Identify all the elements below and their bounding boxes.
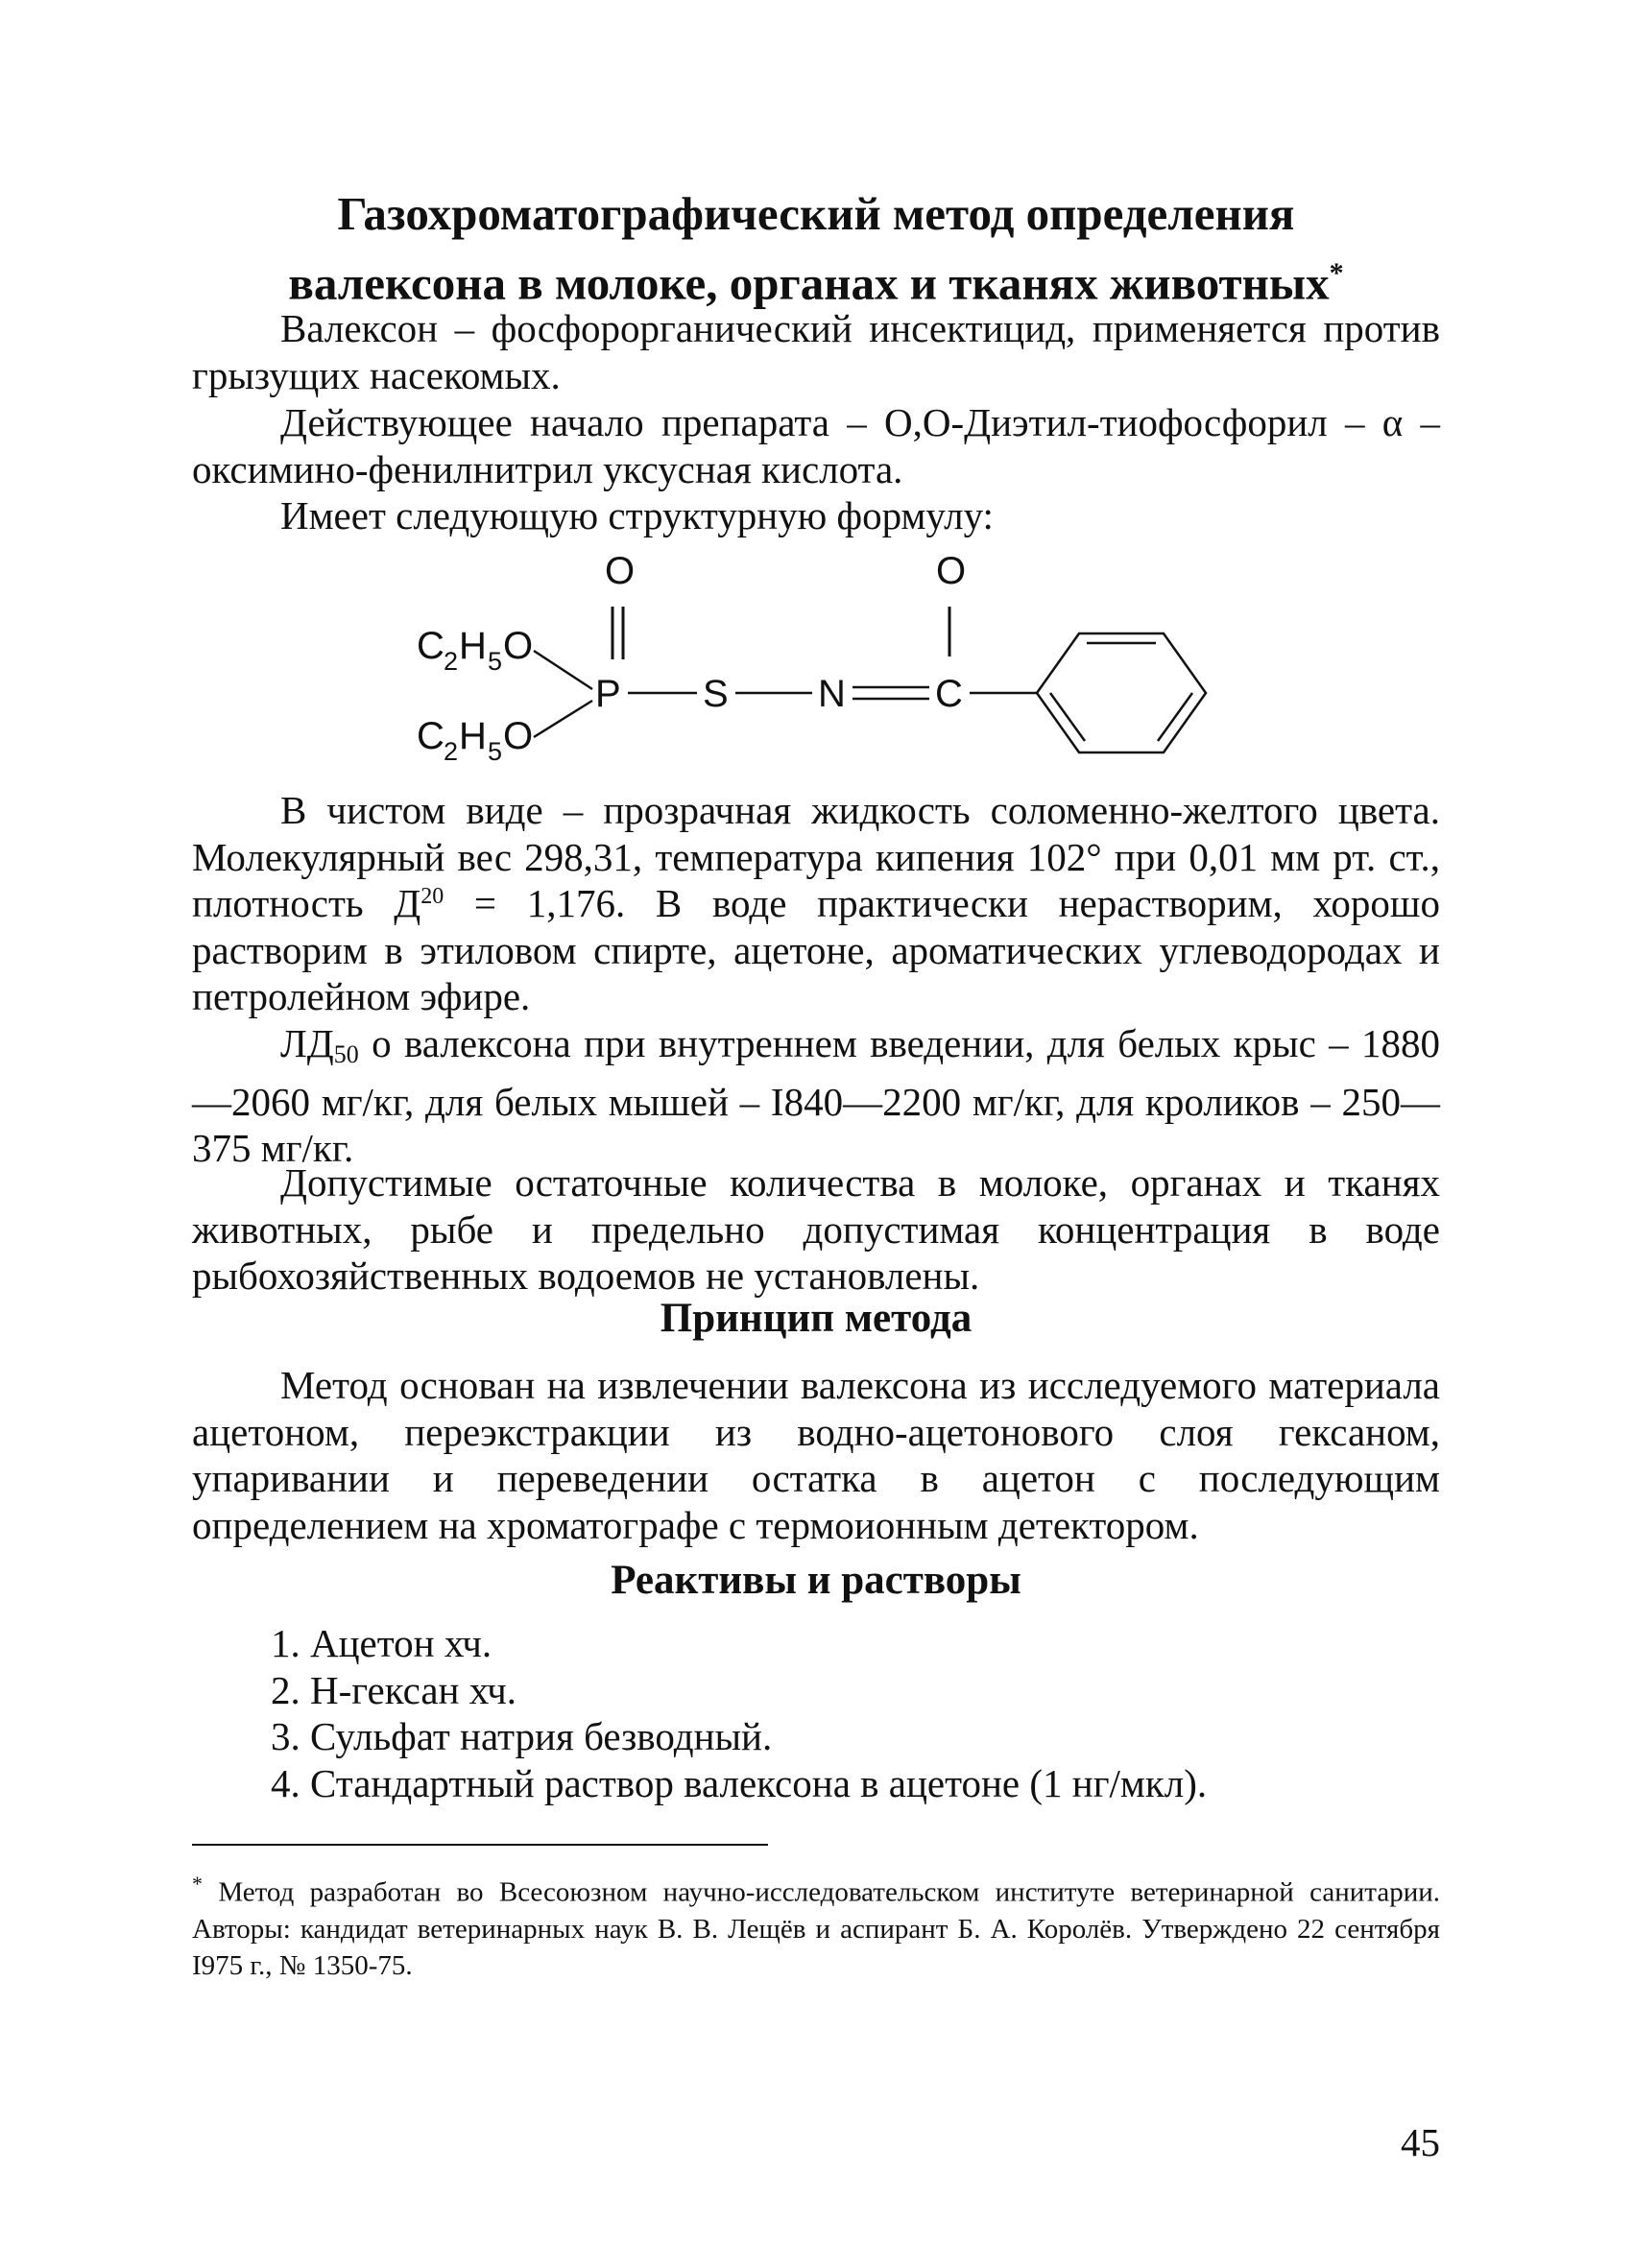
ethoxy-2-h: H bbox=[459, 715, 487, 757]
ld-prefix: ЛД bbox=[280, 1021, 334, 1065]
reagents-list bbox=[271, 1620, 1423, 1806]
ld-subscript: 50 bbox=[333, 1040, 359, 1068]
benzene-ring bbox=[1037, 633, 1206, 752]
ethoxy-1-c-count: 2 bbox=[444, 647, 459, 676]
ld-rest: о валексона при внутреннем введении, для белых крыс – 1880—2060 мг/кг, для белых мышей – I840—2200 мг/кг, для кроликов – 250—375 мг/кг. bbox=[192, 1021, 1440, 1170]
ethoxy-2-c-count: 2 bbox=[444, 737, 459, 766]
footnote bbox=[192, 1866, 1440, 1984]
formula-oxygen-p: O bbox=[605, 550, 636, 592]
ethoxy-1-o: O bbox=[503, 625, 534, 667]
intro-paragraph-1: Валексон – фосфорорганический инсектицид, применяется против грызущих насекомых. bbox=[192, 306, 1440, 397]
footnote-divider bbox=[192, 1844, 768, 1846]
o-p-bond-lower bbox=[534, 701, 592, 737]
ethoxy-1-h: H bbox=[459, 625, 487, 667]
properties-paragraph-3: Допустимые остаточные количества в молоке, органах и тканях животных, рыбе и предельно допустимая концентрация в воде рыбохозяйственных водоемов не установлены. bbox=[192, 1160, 1440, 1298]
benzene-hexagon bbox=[1037, 633, 1206, 752]
reagents-heading: Реактивы и растворы bbox=[611, 1558, 1021, 1603]
properties-paragraph-1 bbox=[192, 787, 1440, 1020]
page-title bbox=[192, 184, 1440, 313]
list-item: 1. Ацетон хч. bbox=[271, 1621, 492, 1665]
ethoxy-1-c: C bbox=[417, 625, 444, 667]
properties-p1-part2: = 1,176. В воде практически нерастворим, хорошо растворим в этиловом спирте, ацетоне, ароматических углеводородах и петролейном эфире. bbox=[192, 881, 1440, 1018]
structural-formula bbox=[403, 539, 1248, 770]
formula-phosphorus: P bbox=[595, 673, 621, 715]
benzene-inner-bond-2 bbox=[1158, 693, 1192, 741]
list-item: 4. Стандартный раствор валексона в ацетоне (1 нг/мкл). bbox=[271, 1760, 1208, 1805]
benzene-inner-bond-3 bbox=[1050, 693, 1085, 741]
principle-heading: Принцип метода bbox=[660, 1296, 973, 1341]
formula-nitrogen: N bbox=[818, 673, 846, 715]
ethoxy-2-h-count: 5 bbox=[488, 737, 503, 766]
title-line-2 bbox=[192, 244, 1440, 313]
formula-oxygen-c: O bbox=[936, 550, 967, 592]
ethoxy-2-o: O bbox=[503, 715, 534, 757]
page-number: 45 bbox=[1401, 2120, 1440, 2164]
formula-carbon: C bbox=[935, 673, 963, 715]
principle-text: Метод основан на извлечении валексона из исследуемого материала ацетоном, переэкстракции из водно-ацетонового слоя гексаном, упаривании и переведении остатка в ацетон с последующим определением на хроматографе с термоионным детектором. bbox=[192, 1363, 1440, 1547]
ethoxy-2-c: C bbox=[417, 715, 444, 757]
title-footnote-mark: * bbox=[1329, 257, 1344, 289]
properties-p1-part1: В чистом виде – прозрачная жидкость соломенно-желтого цвета. Молекулярный вес 298,31, температура кипения 102° при 0,01 мм рт. ст., плотность Д bbox=[192, 788, 1440, 925]
ethoxy-1-h-count: 5 bbox=[488, 647, 503, 676]
properties-paragraph-2 bbox=[192, 1020, 1440, 1172]
footnote-text: Метод разработан во Всесоюзном научно-исследовательском институте ветеринарной санитарии. Авторы: кандидат ветеринарных наук В. В. Лещёв и аспирант Б. А. Королёв. Утверждено 22 сентября I975 г., № 1350-75. bbox=[192, 1876, 1440, 1981]
intro-paragraph-3: Имеет следующую структурную формулу: bbox=[280, 493, 994, 537]
title-line-1: Газохроматографический метод определения bbox=[337, 187, 1295, 240]
list-item: 3. Сульфат натрия безводный. bbox=[271, 1714, 773, 1758]
o-p-bond-upper bbox=[534, 651, 592, 689]
list-item: 2. Н-гексан хч. bbox=[271, 1667, 517, 1712]
footnote-mark: * bbox=[192, 1872, 203, 1896]
title-line-2-text: валексона в молоке, органах и тканях животных bbox=[288, 256, 1330, 310]
density-superscript: 20 bbox=[420, 884, 444, 909]
formula-sulfur: S bbox=[703, 673, 729, 715]
intro-paragraph-2: Действующее начало препарата – О,О-Диэтил-тиофосфорил – α – оксимино-фенилнитрил уксусная кислота. bbox=[192, 400, 1440, 491]
